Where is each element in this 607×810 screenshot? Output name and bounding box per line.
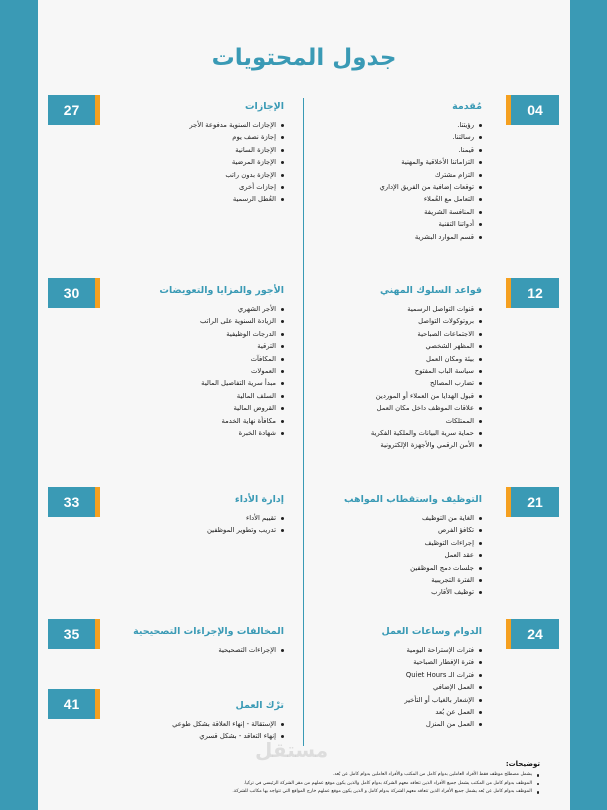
toc-section — [108, 626, 284, 656]
section-items — [320, 303, 482, 452]
list-item[interactable]: سياسة الباب المفتوح — [320, 365, 482, 377]
toc-section — [108, 101, 284, 206]
list-item[interactable]: توقعات إضافية من الفريق الإداري — [320, 181, 482, 193]
watermark: مستقل — [255, 738, 329, 762]
left-color-band — [0, 0, 38, 810]
list-item[interactable]: إنهاء التعاقد - بشكل قسري — [108, 730, 284, 742]
list-item[interactable]: القروض المالية — [108, 402, 284, 414]
list-item[interactable]: الزيادة السنوية على الراتب — [108, 315, 284, 327]
list-item[interactable]: رؤيتنا. — [320, 119, 482, 131]
list-item[interactable]: الفترة التجريبية — [320, 574, 482, 586]
toc-section — [320, 626, 482, 731]
list-item[interactable]: الممتلكات — [320, 415, 482, 427]
list-item[interactable]: المظهر الشخصي — [320, 340, 482, 352]
list-item[interactable]: التزاماتنا الأخلاقية والمهنية — [320, 156, 482, 168]
list-item[interactable]: المنافسة الشريفة — [320, 206, 482, 218]
page-number-tab[interactable]: 27 — [48, 95, 100, 125]
page-number-tab[interactable]: 30 — [48, 278, 100, 308]
notes-heading: توضيحات: — [505, 760, 540, 768]
section-heading[interactable]: إدارة الأداء — [234, 494, 284, 505]
list-item[interactable]: المكافآت — [108, 353, 284, 365]
list-item[interactable]: الإجازة بدون راتب — [108, 169, 284, 181]
toc-section — [320, 101, 482, 243]
list-item[interactable]: حماية سرية البيانات والملكية الفكرية — [320, 427, 482, 439]
list-item[interactable]: مبدأ سرية التفاصيل المالية — [108, 377, 284, 389]
toc-section — [108, 700, 284, 743]
toc-section — [320, 494, 482, 599]
section-heading[interactable]: الأجور والمزايا والتعويضات — [159, 285, 284, 296]
list-item[interactable]: فترات الـ Quiet Hours — [320, 669, 482, 681]
list-item[interactable]: مكافأة نهاية الخدمة — [108, 415, 284, 427]
list-item[interactable]: عقد العمل — [320, 549, 482, 561]
list-item[interactable]: جلسات دمج الموظفين — [320, 562, 482, 574]
toc-section — [108, 285, 284, 439]
notes-list — [140, 771, 540, 797]
page-number-tab[interactable]: 41 — [48, 689, 100, 719]
list-item[interactable]: العمل من المنزل — [320, 718, 482, 730]
section-items — [108, 119, 284, 206]
list-item[interactable]: الدرجات الوظيفية — [108, 328, 284, 340]
list-item[interactable]: إجازة نصف يوم — [108, 131, 284, 143]
list-item[interactable]: شهادة الخبرة — [108, 427, 284, 439]
list-item[interactable]: علاقات الموظف داخل مكان العمل — [320, 402, 482, 414]
list-item[interactable]: أدواتنا التقنية — [320, 218, 482, 230]
list-item[interactable]: تضارب المصالح — [320, 377, 482, 389]
list-item[interactable]: إجراءات التوظيف — [320, 537, 482, 549]
list-item[interactable]: بروتوكولات التواصل — [320, 315, 482, 327]
section-heading[interactable]: مُقدمة — [452, 101, 482, 112]
list-item[interactable]: إجازات أخرى — [108, 181, 284, 193]
list-item[interactable]: الترقية — [108, 340, 284, 352]
list-item[interactable]: قنوات التواصل الرسمية — [320, 303, 482, 315]
section-items — [320, 119, 482, 243]
note-item: يشمل مصطلح موظف فقط الأفراد العاملين بدوام كامل من المكتب والأفراد العاملين بدوام كامل عن بُعد. — [140, 771, 540, 780]
column-divider — [303, 98, 304, 746]
list-item[interactable]: الإستقالة - إنهاء العلاقة بشكل طوعي — [108, 718, 284, 730]
note-item: الموظف بدوام كامل عن بُعد يشمل جميع الأفراد الذين تتعاقد معهم الشركة بدوام كامل و الذين يكون موقع عملهم خارج المواقع التي تتواجد بها مكاتب للشركة. — [140, 788, 540, 797]
list-item[interactable]: تكافؤ الفرص — [320, 524, 482, 536]
list-item[interactable]: توظيف الأقارب — [320, 586, 482, 598]
list-item[interactable]: قيمنا. — [320, 144, 482, 156]
section-heading[interactable]: الإجازات — [244, 101, 284, 112]
list-item[interactable]: الاجتماعات الصباحية — [320, 328, 482, 340]
section-items — [108, 644, 284, 656]
page-number-tab[interactable]: 12 — [506, 278, 559, 308]
list-item[interactable]: تقييم الأداء — [108, 512, 284, 524]
list-item[interactable]: التزام مشترك — [320, 169, 482, 181]
list-item[interactable]: الغاية من التوظيف — [320, 512, 482, 524]
list-item[interactable]: الأمن الرقمي والأجهزة الإلكترونية — [320, 439, 482, 451]
notes-section — [140, 760, 540, 797]
page-number-tab[interactable]: 24 — [506, 619, 559, 649]
section-items — [108, 303, 284, 439]
section-heading[interactable]: التوظيف واستقطاب المواهب — [343, 494, 482, 505]
page-number-tab[interactable]: 33 — [48, 487, 100, 517]
section-heading[interactable]: قواعد السلوك المهني — [379, 285, 482, 296]
section-items — [320, 512, 482, 599]
list-item[interactable]: قسم الموارد البشرية — [320, 231, 482, 243]
page-number-tab[interactable]: 04 — [506, 95, 559, 125]
list-item[interactable]: الإجراءات التصحيحية — [108, 644, 284, 656]
list-item[interactable]: الإجازة السانية — [108, 144, 284, 156]
section-heading[interactable]: الدوام وساعات العمل — [381, 626, 482, 637]
page-title: جدول المحتويات — [211, 45, 397, 71]
list-item[interactable]: بيئة ومكان العمل — [320, 353, 482, 365]
list-item[interactable]: قبول الهدايا من العملاء أو الموردين — [320, 390, 482, 402]
list-item[interactable]: الإجازة المرضية — [108, 156, 284, 168]
list-item[interactable]: فترة الإفطار الصباحية — [320, 656, 482, 668]
right-color-band — [570, 0, 607, 810]
list-item[interactable]: العمولات — [108, 365, 284, 377]
list-item[interactable]: التعامل مع العُملاء — [320, 193, 482, 205]
list-item[interactable]: العمل عن بُعد — [320, 706, 482, 718]
list-item[interactable]: الأجر الشهري — [108, 303, 284, 315]
section-items — [108, 512, 284, 537]
list-item[interactable]: العُطل الرسمية — [108, 193, 284, 205]
page-number-tab[interactable]: 35 — [48, 619, 100, 649]
toc-section — [108, 494, 284, 537]
list-item[interactable]: الإجازات السنوية مدفوعة الأجر — [108, 119, 284, 131]
section-heading[interactable]: المخالفات والإجراءات التصحيحية — [133, 626, 284, 637]
list-item[interactable]: الإشعار بالغياب أو التأخير — [320, 694, 482, 706]
note-item: الموظف بدوام كامل من المكتب يشمل جميع الأفراد الذين تتعاقد معهم الشركة بدوام كامل والذين يكون موقع عملهم من مقر الشركة الرئيسي في تركيا. — [140, 780, 540, 789]
list-item[interactable]: العمل الإضافي — [320, 681, 482, 693]
list-item[interactable]: تدريب وتطوير الموظفين — [108, 524, 284, 536]
list-item[interactable]: السلف المالية — [108, 390, 284, 402]
section-items — [320, 644, 482, 731]
list-item[interactable]: رسالتنا. — [320, 131, 482, 143]
list-item[interactable]: فترات الإستراحة اليومية — [320, 644, 482, 656]
page-number-tab[interactable]: 21 — [506, 487, 559, 517]
section-heading[interactable]: ترْك العمل — [235, 700, 284, 711]
toc-section — [320, 285, 482, 452]
